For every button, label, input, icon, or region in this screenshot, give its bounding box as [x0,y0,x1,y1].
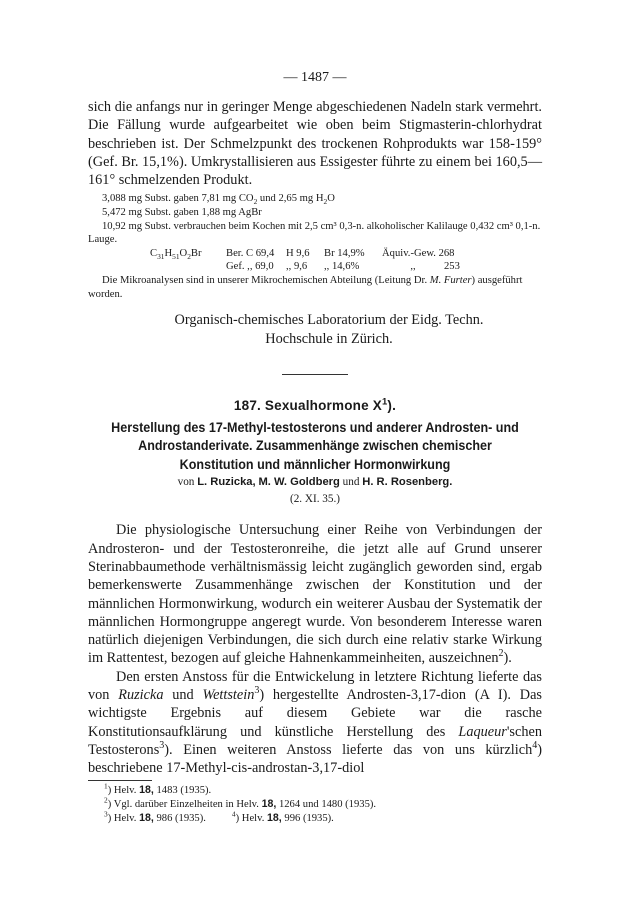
ber-br: Br 14,9% [324,247,365,259]
analysis-block [88,192,542,301]
micro-note: Die Mikroanalysen sind in unserer Mikrochemischen Abteilung (Leitung Dr. M. Furter) ausgeführt worden. [88,275,523,300]
formula-label: $C_{31}H_{51}O_2Br$ [150,247,202,261]
article-title: Herstellung des 17-Methyl-testosterons und anderer Androsten- und Androstanderivate. Zusammenhänge zwischen chemischer Konstitution und männlicher Hormonwirkung [111,419,519,472]
article-number: 187. Sexualhormone $X^1$). [233,396,397,413]
author-1: L. Ruzicka, [197,476,256,489]
gef-c: Gef. ,, 69,0 [226,261,274,273]
affiliation-line-1: Organisch-chemisches Laboratorium der Eidg. Techn. [174,312,484,329]
gef-h: ,, 9,6 [286,261,308,273]
gef-quote: ,, [410,261,416,273]
author-name-ruzicka: Ruzicka [118,687,164,703]
formula-ber-row [88,247,542,261]
affiliation [88,311,542,348]
formula-gef-row [88,260,542,274]
analysis-line-2: 5,472 mg Subst. gaben 1,88 mg AgBr [102,207,262,219]
footnote-1: $^1$) Helv. 18, 1483 (1935). [104,781,212,797]
author-name-wettstein: Wettstein [202,687,255,703]
author-2: M. W. Goldberg [258,476,340,489]
analysis-line-3: 10,92 mg Subst. verbrauchen beim Kochen mit 2,5 cm³ 0,3-n. alkoholischer Kalilauge 0,432 cm³ 0,1-n. Lauge. [88,220,541,246]
page-number: — 1487 — [283,70,347,85]
footnotes [88,781,542,825]
page [88,70,542,826]
ber-c: Ber. C 69,4 [226,247,275,259]
gef-equiv: 253 [444,261,460,273]
analysis-line-1: 3,088 mg Subst. gaben 7,81 mg $CO_2$ und 2,65 mg $H_2O$ [102,193,335,207]
body-paragraph-1: Die physiologische Untersuchung einer Reihe von Verbindungen der Androsteron- und der Testosteronreihe, die jetzt alle auf Grund unserer Sterinabbaumethode verhältnismässig leicht zugänglich geworden sind, ergab bemerkenswerte Zusammenhänge zwischen der Konstitution und der männlichen Hormonwirkung, wodurch ein weiterer Ausbau der Systematik der männlichen Hormongruppe angeregt wurde. Von besonderem Interesse waren natürlich diejenigen Verbindungen, die sich durch eine relativ starke Wirkung im Rattentest, bezogen auf gleiche Hahnenkammeinheiten, auszeichnen$^2$). [88,522,542,667]
continuation-paragraph: sich die anfangs nur in geringer Menge abgeschiedenen Nadeln stark vermehrt. Die Fällung wurde aufgearbeitet wie oben beim Stigmasterin-chlorhydrat beschrieben ist. Der Schmelzpunkt des trockenen Rohprodukts war 158-159° (Gef. Br. 15,1%). Umkrystallisieren aus Essigester führte zu einem bei 160,5—161° schmelzenden Produkt. [88,99,542,189]
footnote-2: $^2$) Vgl. darüber Einzelheiten in Helv. 18, 1264 und 1480 (1935). [104,795,377,811]
ber-equiv: Äquiv.-Gew. 268 [382,247,455,259]
author-name-laqueur: Laqueur [458,723,507,740]
section-divider [282,374,348,375]
gef-br: ,, 14,6% [324,261,360,273]
article-date: (2. XI. 35.) [289,493,341,506]
footnote-3-4: $^3$) Helv. 18, 986 (1935). $^4$) Helv. 18, 996 (1935). [104,809,334,825]
ber-h: H 9,6 [286,247,310,259]
affiliation-line-2: Hochschule in Zürich. [265,330,393,347]
author-3: H. R. Rosenberg. [362,476,453,489]
footnote-divider [88,780,152,781]
article-authors: von L. Ruzicka, M. W. Goldberg und H. R. Rosenberg. [177,476,453,489]
body-paragraph-2: Den ersten Anstoss für die Entwickelung in letztere Richtung lieferte das von Ruzicka und Wettstein$^3$) hergestellte Androsten-3,17-dion (A I). Das wichtigste Ergebnis auf diesem Gebiete war die rasche Konstitutionsaufklärung und künstliche Herstellung des Laqueur'schen Testosterons$^3$). Einen weiteren Anstoss lieferte das von uns kürzlich$^4$) beschriebene 17-Methyl-cis-androstan-3,17-diol [88,668,542,777]
